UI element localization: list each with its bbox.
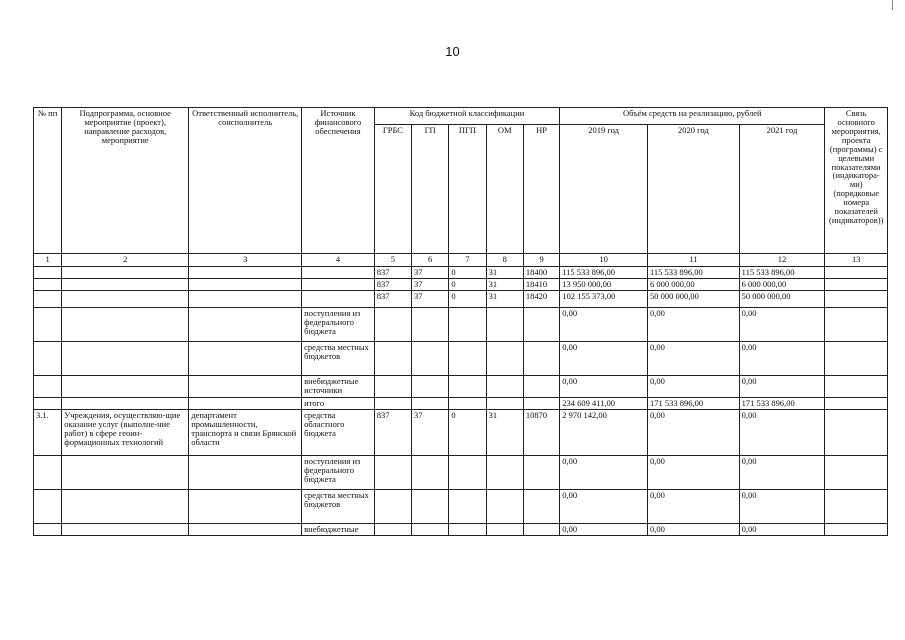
row-responsible [189,397,302,409]
header-row-1 [34,108,888,125]
corner-mark [892,0,893,10]
row-responsible [189,523,302,535]
header-np: НР [523,125,559,254]
row-link [825,397,888,409]
row-om [486,489,523,523]
row-program [62,523,189,535]
column-number: 2 [62,254,189,267]
row-link [825,409,888,455]
row-source: средства областного бюджета [302,409,375,455]
row-pgp: 0 [449,290,486,307]
column-number: 12 [739,254,825,267]
row-om [486,307,523,341]
row-gp [412,397,449,409]
header-2020: 2020 год [647,125,739,254]
row-np: 10870 [523,409,559,455]
row-grbs: 837 [374,278,411,290]
row-np [523,523,559,535]
column-number: 13 [825,254,888,267]
row-np [523,375,559,397]
column-number: 4 [302,254,375,267]
row-source [302,278,375,290]
row-pgp [449,341,486,375]
row-om [486,523,523,535]
row-program [62,341,189,375]
row-link [825,307,888,341]
row-link [825,267,888,279]
row-number [34,523,62,535]
header-source: Источник финансового обеспечения [302,108,375,254]
row-np [523,341,559,375]
row-number [34,397,62,409]
row-om [486,397,523,409]
row-2021: 0,00 [739,341,825,375]
row-link [825,523,888,535]
row-link [825,290,888,307]
row-pgp [449,397,486,409]
row-link [825,341,888,375]
header-2019: 2019 год [560,125,648,254]
row-link [825,375,888,397]
row-gp: 37 [412,409,449,455]
row-2020: 0,00 [647,409,739,455]
header-program: Подпрограмма, основное мероприятие (проект), направление расходов, мероприятие [62,108,189,254]
row-gp [412,307,449,341]
row-grbs [374,375,411,397]
row-om [486,455,523,489]
row-2020: 0,00 [647,455,739,489]
row-source: средства местных бюджетов [302,489,375,523]
row-responsible [189,455,302,489]
row-gp: 37 [412,278,449,290]
header-2021: 2021 год [739,125,825,254]
row-responsible [189,267,302,279]
row-source: внебюджетные источники [302,375,375,397]
row-number [34,290,62,307]
row-grbs: 837 [374,267,411,279]
row-2020: 0,00 [647,375,739,397]
row-2021: 50 000 000,00 [739,290,825,307]
header-pgp: ПГП [449,125,486,254]
row-om [486,375,523,397]
row-pgp [449,523,486,535]
row-gp [412,375,449,397]
row-number [34,307,62,341]
row-2020: 115 533 896,00 [647,267,739,279]
row-number [34,341,62,375]
row-2019: 0,00 [560,307,648,341]
row-gp [412,455,449,489]
row-responsible [189,375,302,397]
row-grbs [374,397,411,409]
row-2020: 6 000 000,00 [647,278,739,290]
column-number: 5 [374,254,411,267]
header-responsible: Ответственный исполнитель, соисполнитель [189,108,302,254]
row-np [523,307,559,341]
header-budget-code: Код бюджетной классификации [374,108,560,125]
row-gp [412,341,449,375]
row-number [34,455,62,489]
row-source: средства местных бюджетов [302,341,375,375]
row-2021: 171 533 896,00 [739,397,825,409]
row-np [523,455,559,489]
row-responsible [189,341,302,375]
row-om: 31 [486,409,523,455]
row-gp [412,523,449,535]
row-om: 31 [486,290,523,307]
row-grbs [374,455,411,489]
table-row [34,489,888,523]
row-2021: 0,00 [739,307,825,341]
row-link [825,278,888,290]
row-2019: 0,00 [560,341,648,375]
row-gp: 37 [412,290,449,307]
row-pgp [449,307,486,341]
row-2019: 0,00 [560,523,648,535]
column-number: 10 [560,254,648,267]
row-2019: 2 970 142,00 [560,409,648,455]
row-grbs [374,523,411,535]
row-link [825,455,888,489]
row-2021: 0,00 [739,375,825,397]
row-program [62,278,189,290]
row-program [62,397,189,409]
row-pgp [449,489,486,523]
column-number: 9 [523,254,559,267]
row-program [62,375,189,397]
row-pgp [449,455,486,489]
row-2020: 171 533 896,00 [647,397,739,409]
row-grbs [374,341,411,375]
table-row [34,397,888,409]
row-om: 31 [486,267,523,279]
row-program [62,290,189,307]
row-2021: 0,00 [739,455,825,489]
header-grbs: ГРБС [374,125,411,254]
header-num: № пп [34,108,62,254]
row-2019: 0,00 [560,375,648,397]
row-2021: 6 000 000,00 [739,278,825,290]
row-number [34,267,62,279]
row-responsible [189,307,302,341]
row-2019: 0,00 [560,489,648,523]
row-number [34,489,62,523]
table-row [34,267,888,279]
row-number: 3.1. [34,409,62,455]
row-om [486,341,523,375]
row-np: 18410 [523,278,559,290]
row-pgp: 0 [449,278,486,290]
table-row [34,341,888,375]
table-row [34,307,888,341]
row-2021: 0,00 [739,409,825,455]
row-responsible [189,278,302,290]
column-number: 7 [449,254,486,267]
row-pgp: 0 [449,267,486,279]
row-link [825,489,888,523]
row-2020: 0,00 [647,307,739,341]
row-np [523,489,559,523]
column-number-row [34,254,888,267]
table-row [34,409,888,455]
row-source [302,290,375,307]
column-number: 3 [189,254,302,267]
row-gp [412,489,449,523]
header-volume: Объём средств на реализацию, рублей [560,108,825,125]
column-number: 11 [647,254,739,267]
row-2021: 0,00 [739,489,825,523]
table-row [34,455,888,489]
header-om: ОМ [486,125,523,254]
row-2021: 0,00 [739,523,825,535]
row-2021: 115 533 896,00 [739,267,825,279]
row-np: 18400 [523,267,559,279]
row-om: 31 [486,278,523,290]
row-responsible: департамент промышленности, транспорта и связи Брянской области [189,409,302,455]
row-source: поступления из федерального бюджета [302,455,375,489]
row-pgp [449,375,486,397]
row-source: итого [302,397,375,409]
row-source: внебюджетные [302,523,375,535]
table-row [34,290,888,307]
header-link: Связь основного мероприятия, проекта (программы) с целевыми показателями (индикатора-ми) (порядковые номера показателей (индикаторов)) [825,108,888,254]
row-program [62,307,189,341]
row-2020: 0,00 [647,523,739,535]
row-np: 18420 [523,290,559,307]
row-2019: 115 533 896,00 [560,267,648,279]
page-number: 10 [445,44,460,59]
column-number: 1 [34,254,62,267]
row-2020: 0,00 [647,489,739,523]
header-gp: ГП [412,125,449,254]
row-grbs [374,489,411,523]
row-2019: 102 155 373,00 [560,290,648,307]
row-program [62,455,189,489]
table-row [34,375,888,397]
row-2019: 13 950 000,00 [560,278,648,290]
table-row [34,278,888,290]
row-2019: 0,00 [560,455,648,489]
row-responsible [189,290,302,307]
table-row [34,523,888,535]
column-number: 8 [486,254,523,267]
row-program [62,489,189,523]
row-grbs [374,307,411,341]
column-number: 6 [412,254,449,267]
row-program [62,267,189,279]
row-2020: 50 000 000,00 [647,290,739,307]
row-number [34,278,62,290]
row-number [34,375,62,397]
row-program: Учреждения, осуществляю-щие оказание услуг (выполне-ние работ) в сфере геоин-формационных технологий [62,409,189,455]
row-np [523,397,559,409]
budget-table [33,107,888,536]
row-source: поступления из федерального бюджета [302,307,375,341]
row-2020: 0,00 [647,341,739,375]
row-grbs: 837 [374,290,411,307]
row-grbs: 837 [374,409,411,455]
row-gp: 37 [412,267,449,279]
row-source [302,267,375,279]
row-2019: 234 609 411,00 [560,397,648,409]
row-responsible [189,489,302,523]
table-body [34,267,888,536]
row-pgp: 0 [449,409,486,455]
